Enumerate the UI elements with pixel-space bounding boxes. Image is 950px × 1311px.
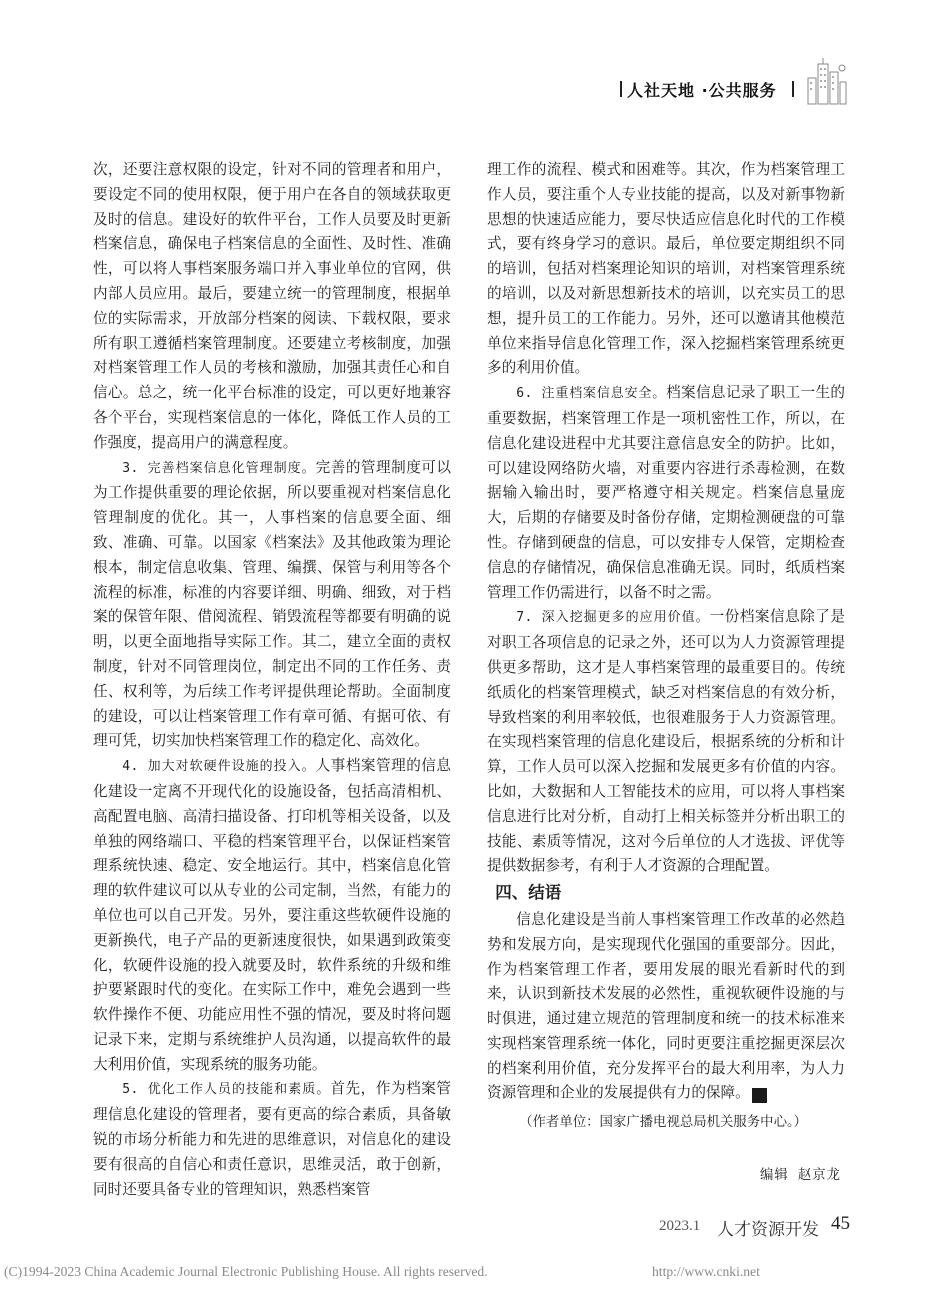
paragraph (487, 605, 845, 879)
editor-credit: 编辑 赵京龙 (760, 1168, 842, 1183)
paragraph-text: 档案信息记录了职工一生的重要数据，档案管理工作是一项机密性工作，所以，在信息化建设进程中尤其要注意信息安全的防护。比如，可以建设网络防火墙，对重要内容进行杀毒检测，在数据输入输出时，要严格遵守相关规定。档案信息量庞大，后期的存储要及时备份存储，定期检测硬盘的可靠性。存储到硬盘的信息，可以安排专人保管，定期检查信息的存储情况，确保信息准确无误。同时，纸质档案管理工作仍需进行，以备不时之需。 (487, 384, 845, 601)
paragraph-continued: 理工作的流程、模式和困难等。其次，作为档案管理工作人员，要注重个人专业技能的提高，以及对新事物新思想的快速适应能力，要尽快适应信息化时代的工作模式，要有终身学习的意识。最后，单位要定期组织不同的培训，包括对档案理论知识的培训，对档案管理系统的培训，以及对新思想新技术的培训，以充实员工的思想，提升员工的工作能力。另外，还可以邀请其他模范单位来指导信息化管理工作，深入挖掘档案管理系统更多的利用价值。 (487, 161, 845, 377)
paragraph-continued: 次，还要注意权限的设定，针对不同的管理者和用户，要设定不同的使用权限，便于用户在各自的领域获取更及时的信息。建设好的软件平台，工作人员要及时更新档案信息，确保电子档案信息的全面性、及时性、准确性，可以将人事档案服务端口并入事业单位的官网，供内部人员应用。最后，要建立统一的管理制度，根据单位的实际需求，开放部分档案的阅读、下载权限，要求所有职工遵循档案管理制度。还要建立考核制度，加强对档案管理工作人员的考核和激励，加强其责任心和自信心。总之，统一化平台标准的设定，可以更好地兼容各个平台，实现档案信息的一体化，降低工作人员的工作强度，提高用户的满意程度。 (93, 161, 451, 451)
paragraph (487, 381, 845, 605)
page-number: 45 (831, 1213, 850, 1234)
paragraph-text: 一份档案信息除了是对职工各项信息的记录之外，还可以为人力资源管理提供更多帮助，这才是人事档案管理的最重要目的。传统纸质化的档案管理模式，缺乏对档案信息的有效分析，导致档案的利用率较低，也很难服务于人力资源管理。在实现档案管理的信息化建设后，根据系统的分析和计算，工作人员可以深入挖掘和发展更多有价值的内容。比如，大数据和人工智能技术的应用，可以将人事档案信息进行比对分析，自动打上相关标签并分析出职工的技能、素质等情况，这对今后单位的人才选拔、评优等提供数据参考，有利于人才资源的合理配置。 (487, 608, 845, 875)
magazine-name: 人才资源开发 (717, 1220, 819, 1240)
section-heading: 四、结语 (495, 883, 562, 903)
paragraph (93, 456, 451, 755)
paragraph (93, 754, 451, 1077)
paragraph-lead: 4. 加大对软硬件设施的投入。 (122, 759, 316, 775)
author-affiliation: （作者单位：国家广播电视总局机关服务中心。） (519, 1115, 808, 1131)
left-column (93, 158, 451, 1202)
paragraph-text: 信息化建设是当前人事档案管理工作改革的必然趋势和发展方向，是实现现代化强国的重要部分。因此，作为档案管理工作者，要用发展的眼光看新时代的到来，认识到新技术发展的必然性，重视软硬件设施的与时俱进，通过建立规范的管理制度和统一的技术标准来实现档案管理系统一体化，同时更要注重挖掘更深层次的档案利用价值，充分发挥平台的最大利用率，为人力资源管理和企业的发展提供有力的保障。 (487, 910, 845, 1102)
city-buildings-icon (806, 56, 848, 106)
paragraph-lead: 5. 优化工作人员的技能和素质。 (122, 1082, 331, 1098)
paragraph-text: 首先，作为档案管理信息化建设的管理者，要有更高的综合素质，具备敏锐的市场分析能力和先进的思维意识，对信息化的建设要有很高的自信心和责任意识，思维灵活，敢于创新，同时还要具备专业的管理知识，熟悉档案管 (93, 1080, 451, 1198)
cnki-link[interactable]: http://www.cnki.net (652, 1264, 760, 1279)
paragraph (93, 1077, 451, 1202)
paragraph-lead: 6. 注重档案信息安全。 (516, 386, 667, 402)
header-left-bar (620, 81, 622, 97)
header-right-bar (792, 81, 794, 97)
paragraph-lead: 7. 深入挖掘更多的应用价值。 (516, 610, 710, 626)
copyright-notice: (C)1994-2023 China Academic Journal Electronic Publishing House. All rights reserved. (4, 1264, 488, 1279)
issue-year: 2023.1 (659, 1218, 701, 1234)
right-column (487, 158, 845, 1136)
paragraph (487, 908, 845, 1106)
section-title: 人社天地 ·公共服务 (627, 81, 777, 100)
paragraph-text: 完善的管理制度可以为工作提供重要的理论依据，所以要重视对档案信息化管理制度的优化。其一，人事档案的信息要全面、细致、准确、可靠。以国家《档案法》及其他政策为理论根本，制定信息收集、管理、编撰、保管与利用等各个流程的标准，标准的内容要详细、明确、细致，对于档案的保管年限、借阅流程、销毁流程等都要有明确的说明，以更全面地指导实际工作。其二，建立全面的责权制度，针对不同管理岗位，制定出不同的工作任务、责任、权利等，为后续工作考评提供理论帮助。全面制度的建设，可以让档案管理工作有章可循、有据可依、有理可凭，切实加快档案管理工作的稳定化、高效化。 (93, 458, 451, 750)
paragraph-text: 人事档案管理的信息化建设一定离不开现代化的设施设备，包括高清相机、高配置电脑、高清扫描设备、打印机等相关设备，以及单独的网络端口、平稳的档案管理平台，以保证档案管理系统快速、稳定、安全地运行。其中，档案信息化管理的软件建议可以从专业的公司定制，当然，有能力的单位也可以自己开发。另外，要注重这些软硬件设施的更新换代，电子产品的更新速度很快，如果遇到政策变化，软硬件设施的投入就要及时，软件系统的升级和维护要紧跟时代的变化。在实际工作中，难免会遇到一些软件操作不便、功能应用性不强的情况，要及时将问题记录下来，定期与系统维护人员沟通，以提高软件的最大利用价值，实现系统的服务功能。 (93, 757, 451, 1073)
paragraph-lead: 3. 完善档案信息化管理制度。 (122, 460, 316, 476)
end-mark-icon: R (752, 1088, 767, 1103)
